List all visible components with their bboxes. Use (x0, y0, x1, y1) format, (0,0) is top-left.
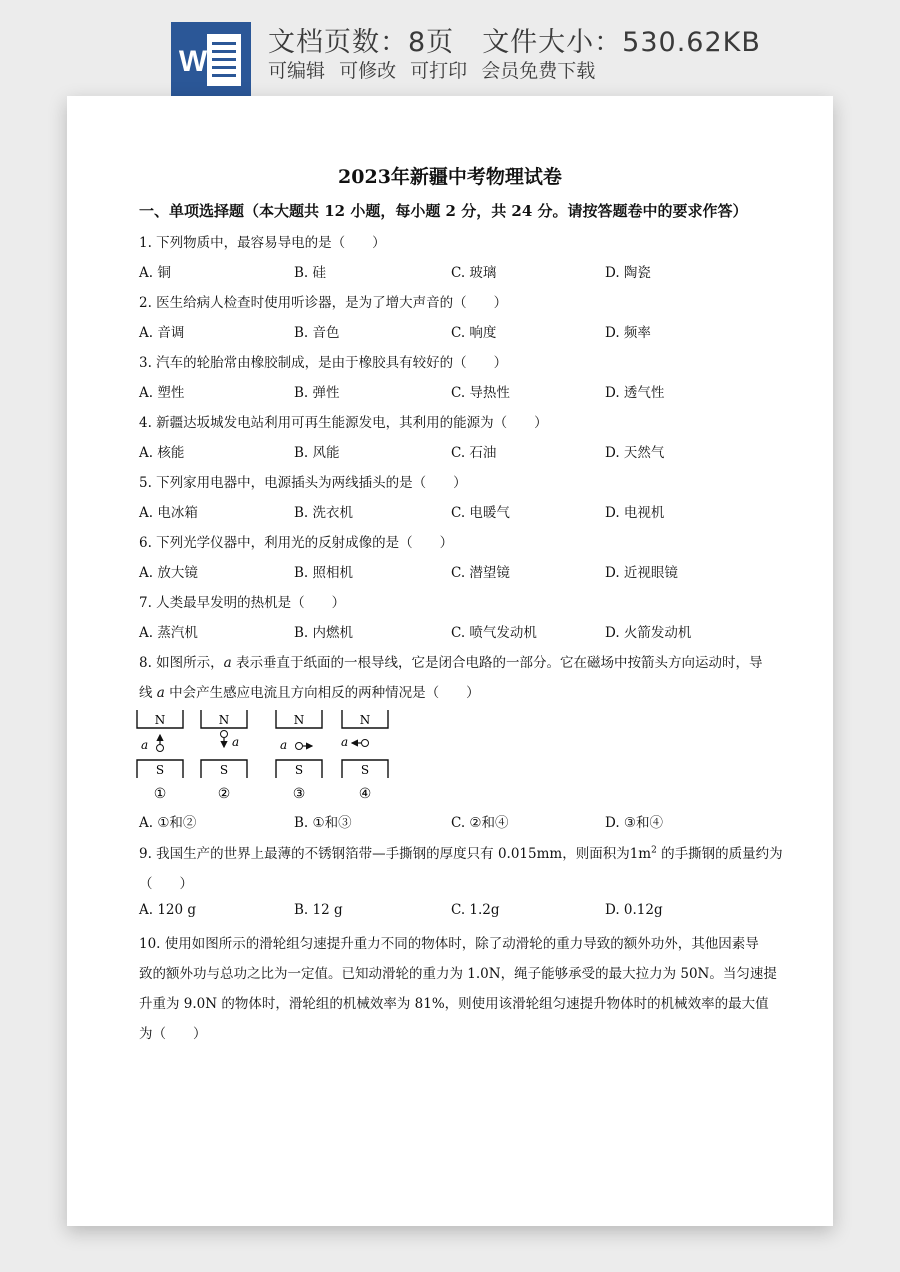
option-b: B. ①和③ (294, 815, 352, 831)
option-a: A. 蒸汽机 (139, 625, 198, 641)
wire-label: a (280, 738, 288, 752)
question-8-stem-line1 (139, 651, 763, 671)
section-heading: 一、单项选择题（本大题共 12 小题，每小题 2 分，共 24 分。请按答题卷中的要求作答） (139, 202, 748, 220)
option-b: B. 12 g (294, 902, 343, 918)
question-3-stem: 3. 汽车的轮胎常由橡胶制成，是由于橡胶具有较好的（ ） (139, 355, 508, 371)
option-a: A. 放大镜 (139, 565, 198, 581)
option-b: B. 洗衣机 (294, 505, 354, 521)
feature-printable: 可打印 (410, 60, 468, 82)
q9-exponent: 2 (651, 845, 657, 856)
question-2-options (139, 321, 779, 341)
q8-variable: a (223, 655, 232, 671)
north-pole-label: N (218, 713, 230, 727)
south-pole-label: S (155, 763, 165, 777)
question-6-stem: 6. 下列光学仪器中，利用光的反射成像的是（ ） (139, 535, 454, 551)
q8-rest: 表示垂直于纸面的一根导线，它是闭合电路的一部分。它在磁场中按箭头方向运动时，导 (231, 655, 763, 671)
question-6-options (139, 561, 779, 581)
page-title: 2023年新疆中考物理试卷 (338, 166, 562, 188)
option-c: C. 石油 (451, 445, 497, 461)
q9-prefix: 9. 我国生产的世界上最薄的不锈钢箔带—手撕钢的厚度只有 0.015mm，则面积为 (139, 846, 630, 862)
option-c: C. 响度 (451, 325, 497, 341)
wire-label: a (341, 735, 349, 749)
feature-editable: 可编辑 (268, 60, 326, 82)
option-c: C. 导热性 (451, 385, 510, 401)
option-a: A. 核能 (139, 445, 185, 461)
option-b: B. 风能 (294, 445, 340, 461)
question-9-stem-line2: （ ） (139, 876, 193, 892)
question-1-options (139, 261, 779, 281)
figure-label-3: ③ (292, 786, 306, 802)
question-5-options (139, 501, 779, 521)
option-c: C. 潜望镜 (451, 565, 510, 581)
north-pole-label: N (154, 713, 166, 727)
document-page (67, 96, 833, 1226)
question-9-stem (139, 842, 783, 862)
q9-area: 1m (629, 846, 652, 862)
question-10-line-4: 为（ ） (139, 1026, 207, 1042)
option-a: A. 电冰箱 (139, 505, 198, 521)
figure-label-4: ④ (358, 786, 372, 802)
feature-member-download: 会员免费下载 (481, 60, 596, 82)
option-c: C. ②和④ (451, 815, 509, 831)
north-pole-label: N (293, 713, 305, 727)
south-pole-label: S (219, 763, 229, 777)
wire-label: a (141, 738, 149, 752)
option-c: C. 电暖气 (451, 505, 510, 521)
option-b: B. 弹性 (294, 385, 340, 401)
question-2-stem: 2. 医生给病人检查时使用听诊器，是为了增大声音的（ ） (139, 295, 508, 311)
question-9-options (139, 902, 779, 922)
q9-rest: 的手撕钢的质量约为 (656, 846, 783, 862)
option-c: C. 玻璃 (451, 265, 497, 281)
option-a: A. 塑性 (139, 385, 185, 401)
q8-prefix2: 线 (139, 685, 157, 701)
wire-dot (362, 740, 369, 747)
file-info (268, 20, 761, 59)
question-8-options (139, 811, 779, 831)
wire-dot (296, 743, 303, 750)
option-d: D. ③和④ (605, 815, 664, 831)
file-size: 文件大小：530.62KB (482, 27, 761, 58)
option-b: B. 照相机 (294, 565, 354, 581)
question-10-line-2: 致的额外功与总功之比为一定值。已知动滑轮的重力为 1.0N，绳子能够承受的最大拉力为 50N。当匀速提 (139, 966, 777, 982)
wire-dot (221, 731, 228, 738)
option-b: B. 硅 (294, 265, 327, 281)
option-d: D. 透气性 (605, 385, 665, 401)
question-5-stem: 5. 下列家用电器中，电源插头为两线插头的是（ ） (139, 475, 467, 491)
word-logo-letter: W (178, 45, 208, 78)
question-1-stem: 1. 下列物质中，最容易导电的是（ ） (139, 235, 386, 251)
question-4-options (139, 441, 779, 461)
option-d: D. 0.12g (605, 902, 663, 918)
wire-label: a (232, 735, 240, 749)
south-pole-label: S (294, 763, 304, 777)
question-7-options (139, 621, 779, 641)
question-4-stem: 4. 新疆达坂城发电站利用可再生能源发电，其利用的能源为（ ） (139, 415, 548, 431)
question-10-line-1: 10. 使用如图所示的滑轮组匀速提升重力不同的物体时，除了动滑轮的重力导致的额外功外，其他因素导 (139, 936, 759, 952)
q8-variable2: a (156, 685, 165, 701)
magnet-pair-4 (341, 710, 388, 802)
question-7-stem: 7. 人类最早发明的热机是（ ） (139, 595, 346, 611)
magnet-pair-3 (276, 710, 322, 802)
word-document-icon (171, 22, 251, 96)
question-8-stem-line2 (139, 681, 480, 701)
option-c: C. 喷气发动机 (451, 625, 537, 641)
option-a: A. ①和② (139, 815, 197, 831)
option-d: D. 电视机 (605, 505, 665, 521)
option-b: B. 音色 (294, 325, 340, 341)
option-d: D. 频率 (605, 325, 651, 341)
figure-label-1: ① (153, 786, 167, 802)
north-pole-label: N (359, 713, 371, 727)
q8-prefix: 8. 如图所示， (139, 655, 224, 671)
wire-dot (157, 745, 164, 752)
question-3-options (139, 381, 779, 401)
feature-list (268, 56, 595, 83)
option-d: D. 火箭发动机 (605, 625, 692, 641)
page-count: 文档页数：8页 (268, 27, 455, 58)
option-a: A. 铜 (139, 265, 171, 281)
question-10-line-3: 升重为 9.0N 的物体时，滑轮组的机械效率为 81%，则使用该滑轮组匀速提升物体时的机械效率的最大值 (139, 996, 769, 1012)
magnetic-field-figure (135, 708, 475, 803)
option-b: B. 内燃机 (294, 625, 354, 641)
q8-rest2: 中会产生感应电流且方向相反的两种情况是（ ） (164, 685, 480, 701)
option-d: D. 近视眼镜 (605, 565, 678, 581)
option-a: A. 音调 (139, 325, 185, 341)
option-a: A. 120 g (139, 902, 197, 918)
magnet-pair-1 (137, 710, 183, 802)
magnet-pair-2 (201, 710, 247, 802)
feature-modifiable: 可修改 (339, 60, 397, 82)
option-c: C. 1.2g (451, 902, 500, 918)
figure-label-2: ② (217, 786, 231, 802)
download-banner (0, 0, 900, 96)
option-d: D. 天然气 (605, 445, 665, 461)
south-pole-label: S (360, 763, 370, 777)
option-d: D. 陶瓷 (605, 265, 651, 281)
